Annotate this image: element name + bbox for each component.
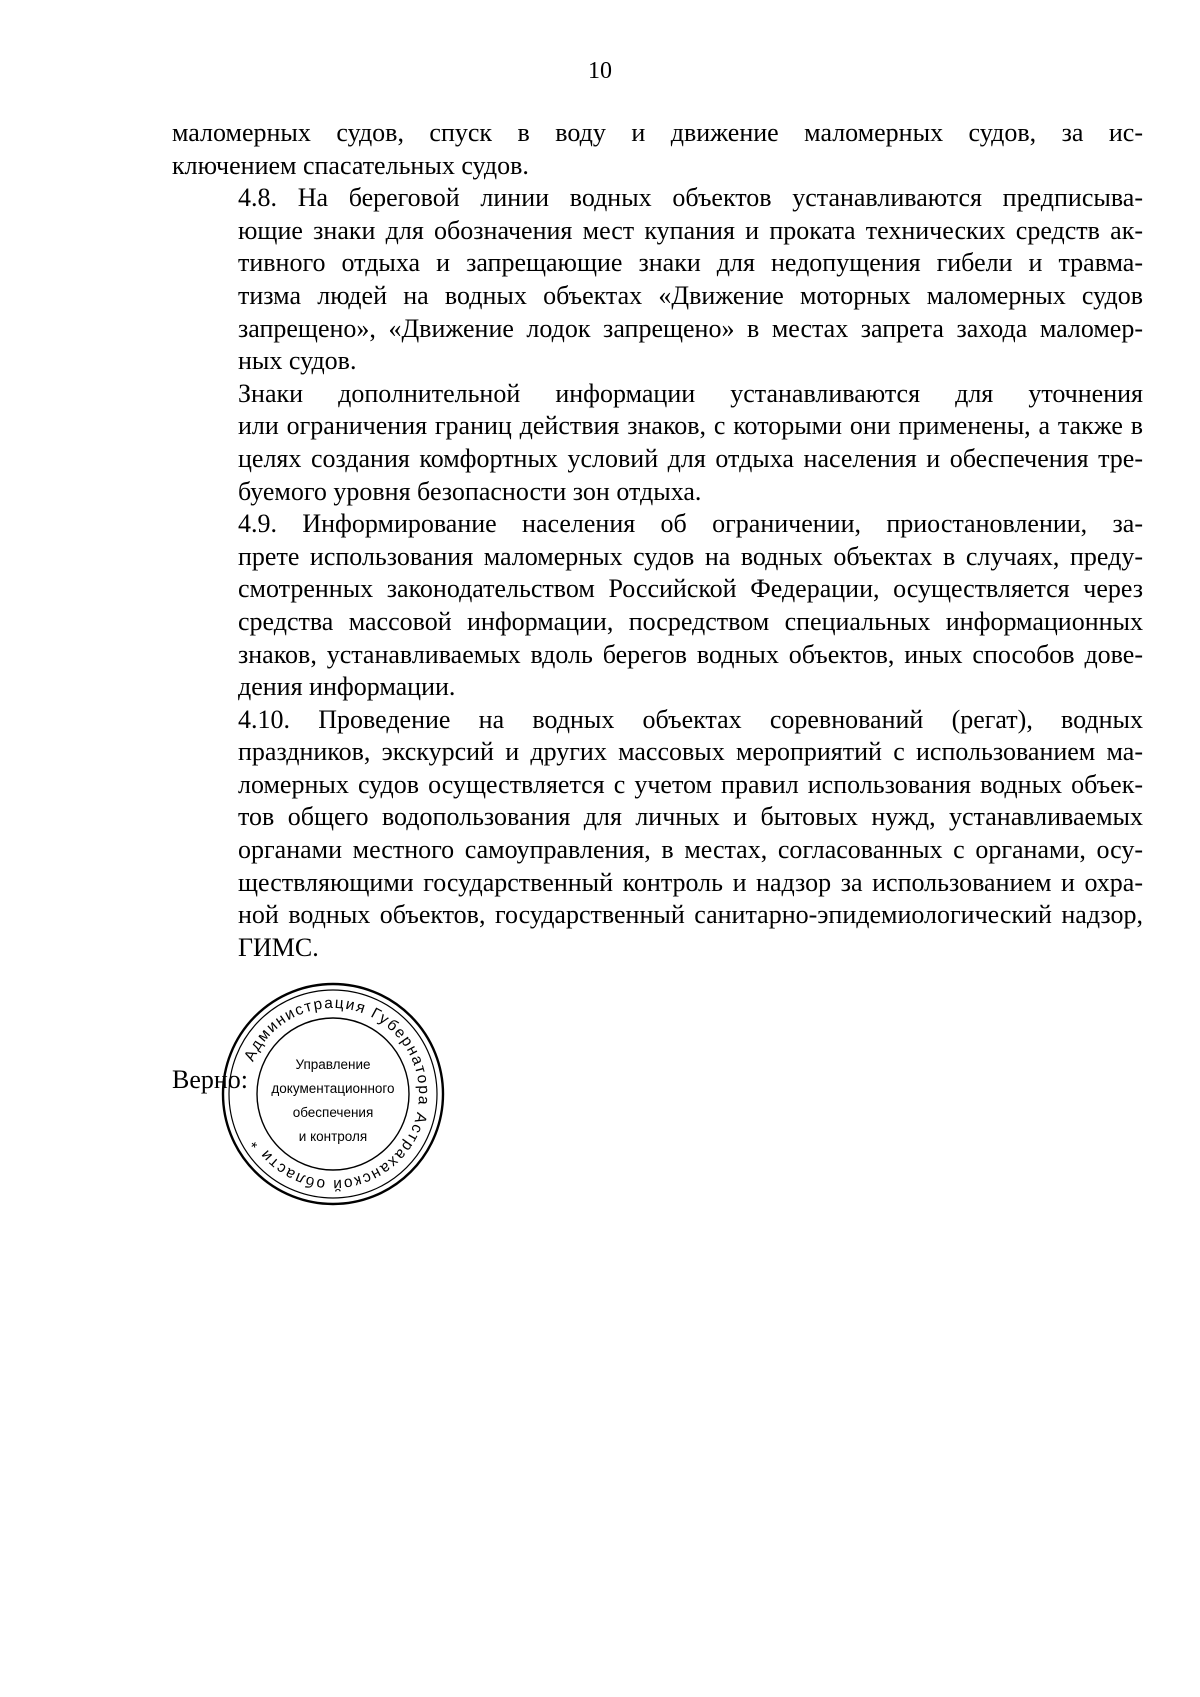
paragraph-additional-signs xyxy=(172,378,1143,508)
text-line: ной водных объектов, государственный санитарно-эпидемиологический надзор, xyxy=(238,900,1143,930)
text-line: буемого уровня безопасности зон отдыха. xyxy=(238,476,702,506)
text-line: органами местного самоуправления, в местах, согласованных с органами, осу- xyxy=(238,835,1143,865)
official-seal xyxy=(218,979,448,1209)
text-line: тивного отдыха и запрещающие знаки для недопущения гибели и травма- xyxy=(238,248,1143,278)
text-line: целях создания комфортных условий для отдыха населения и обеспечения тре- xyxy=(238,443,1143,473)
text-line: маломерных судов, спуск в воду и движение маломерных судов, за ис- xyxy=(172,118,1143,147)
text-line: Знаки дополнительной информации устанавливаются для уточнения xyxy=(238,378,1143,408)
document-body xyxy=(172,117,1143,964)
text-line: тизма людей на водных объектах «Движение моторных маломерных судов xyxy=(238,280,1143,310)
text-line: ных судов. xyxy=(238,346,357,376)
text-line: ществляющими государственный контроль и надзор за использованием и охра- xyxy=(238,867,1143,897)
text-line: знаков, устанавливаемых вдоль берегов водных объектов, иных способов дове- xyxy=(238,639,1143,669)
seal-outer-textpath: Администрация Губернатора Астраханской области * xyxy=(241,994,433,1194)
paragraph-4-9 xyxy=(172,508,1143,704)
seal-inner-line: документационного xyxy=(271,1081,395,1096)
text-line: запрещено», «Движение лодок запрещено» в местах запрета захода маломер- xyxy=(238,313,1143,343)
text-line: ГИМС. xyxy=(238,932,319,962)
text-line: 4.8. На береговой линии водных объектов устанавливаются предписыва- xyxy=(238,183,1143,213)
text-line: прете использования маломерных судов на водных объектах в случаях, преду- xyxy=(238,541,1143,571)
seal-inner-line: и контроля xyxy=(298,1129,368,1144)
signature-label: Верно: xyxy=(172,1065,249,1094)
paragraph-4-8 xyxy=(172,182,1143,378)
text-line: ломерных судов осуществляется с учетом правил использования водных объек- xyxy=(238,769,1143,799)
paragraph-4-10 xyxy=(172,704,1143,965)
text-line: дения информации. xyxy=(238,672,456,702)
text-line: ющие знаки для обозначения мест купания и проката технических средств ак- xyxy=(238,215,1143,245)
paragraph-continuation xyxy=(172,117,1143,182)
text-line: средства массовой информации, посредством специальных информационных xyxy=(238,606,1143,636)
seal-inner-line: обеспечения xyxy=(292,1105,374,1120)
page-number: 10 xyxy=(588,58,612,84)
text-line: тов общего водопользования для личных и бытовых нужд, устанавливаемых xyxy=(238,802,1143,832)
seal-inner-line: Управление xyxy=(295,1057,371,1072)
text-line: или ограничения границ действия знаков, с которыми они применены, а также в xyxy=(238,411,1143,441)
text-line: 4.10. Проведение на водных объектах соревнований (регат), водных xyxy=(238,704,1143,734)
text-line: ключением спасательных судов. xyxy=(172,150,529,180)
text-line: праздников, экскурсий и других массовых мероприятий с использованием ма- xyxy=(238,737,1143,767)
text-line: 4.9. Информирование населения об ограничении, приостановлении, за- xyxy=(238,509,1143,539)
text-line: смотренных законодательством Российской Федерации, осуществляется через xyxy=(238,574,1143,604)
